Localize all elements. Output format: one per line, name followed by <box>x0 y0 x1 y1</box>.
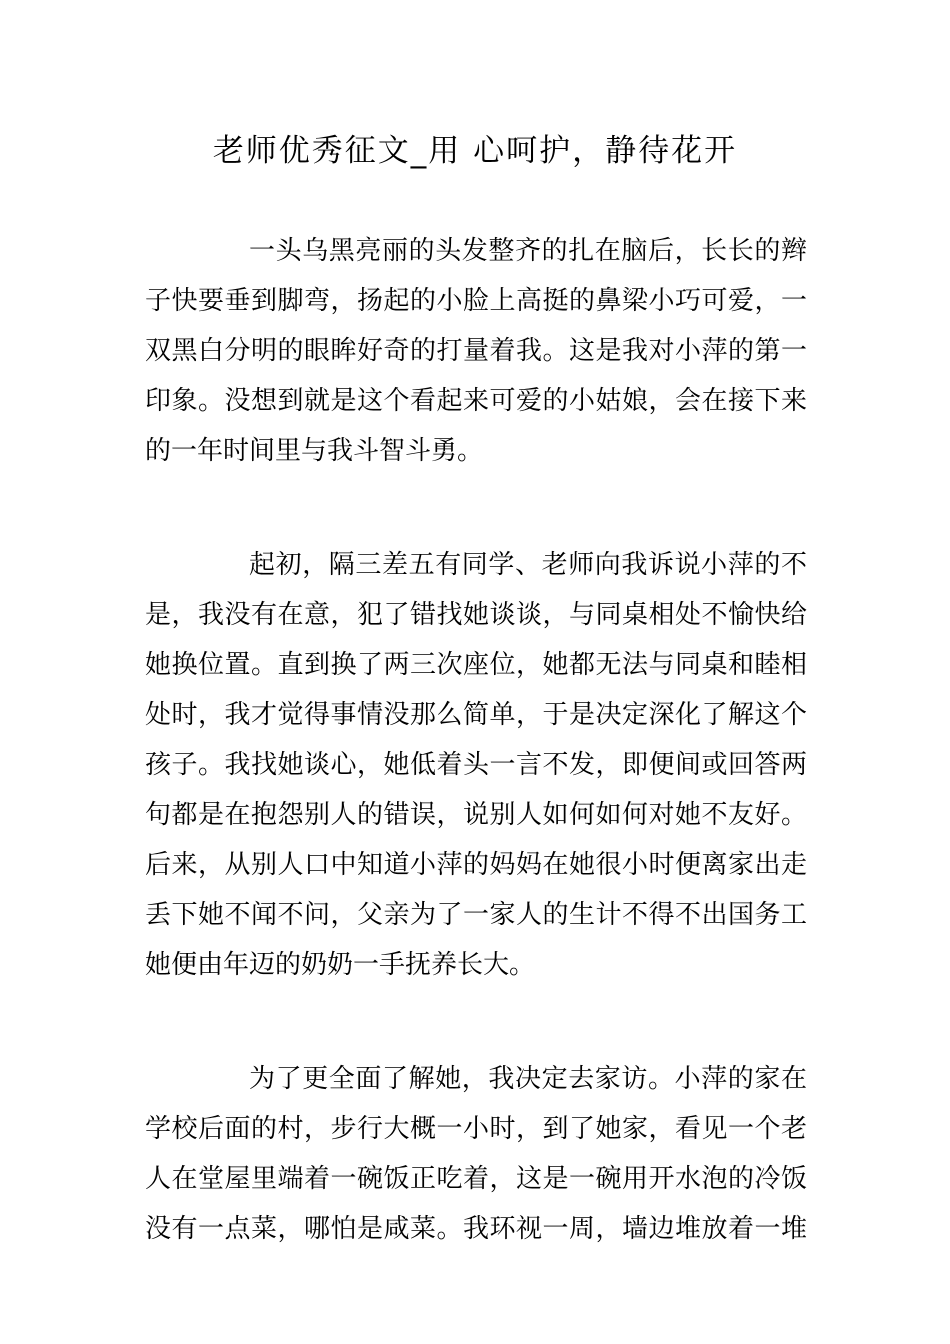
paragraph-line: 人在堂屋里端着一碗饭正吃着，这是一碗用开水泡的冷饭 <box>145 1164 807 1194</box>
paragraph-line: 学校后面的村，步行大概一小时，到了她家，看见一个老 <box>145 1114 807 1144</box>
paragraph-line: 她换位置。直到换了两三次座位，她都无法与同桌和睦相 <box>145 650 807 680</box>
paragraph-line: 的一年时间里与我斗智斗勇。 <box>145 436 484 466</box>
paragraph-3 <box>145 1054 807 1254</box>
paragraph-line: 是，我没有在意，犯了错找她谈谈，与同桌相处不愉快给 <box>145 600 807 630</box>
paragraph-line: 双黑白分明的眼眸好奇的打量着我。这是我对小萍的第一 <box>145 336 807 366</box>
paragraph-line: 没有一点菜，哪怕是咸菜。我环视一周，墙边堆放着一堆 <box>145 1214 807 1244</box>
paragraph-line: 她便由年迈的奶奶一手抚养长大。 <box>145 950 536 980</box>
paragraph-line: 句都是在抱怨别人的错误，说别人如何如何对她不友好。 <box>145 800 807 830</box>
paragraph-line: 孩子。我找她谈心，她低着头一言不发，即便间或回答两 <box>145 750 807 780</box>
paragraph-line: 子快要垂到脚弯，扬起的小脸上高挺的鼻梁小巧可爱，一 <box>145 286 807 316</box>
paragraph-line: 起初，隔三差五有同学、老师向我诉说小萍的不 <box>249 550 807 580</box>
paragraph-1 <box>145 226 807 476</box>
paragraph-line: 一头乌黑亮丽的头发整齐的扎在脑后，长长的辫 <box>249 236 807 266</box>
document-title: 老师优秀征文_用 心呵护，静待花开 <box>212 133 738 169</box>
paragraph-line: 丢下她不闻不问，父亲为了一家人的生计不得不出国务工 <box>145 900 807 930</box>
paragraph-2 <box>145 540 807 990</box>
paragraph-line: 印象。没想到就是这个看起来可爱的小姑娘，会在接下来 <box>145 386 807 416</box>
paragraph-line: 为了更全面了解她，我决定去家访。小萍的家在 <box>249 1064 807 1094</box>
paragraph-line: 处时，我才觉得事情没那么简单，于是决定深化了解这个 <box>145 700 807 730</box>
paragraph-line: 后来，从别人口中知道小萍的妈妈在她很小时便离家出走 <box>145 850 807 880</box>
document-body <box>145 226 807 1318</box>
